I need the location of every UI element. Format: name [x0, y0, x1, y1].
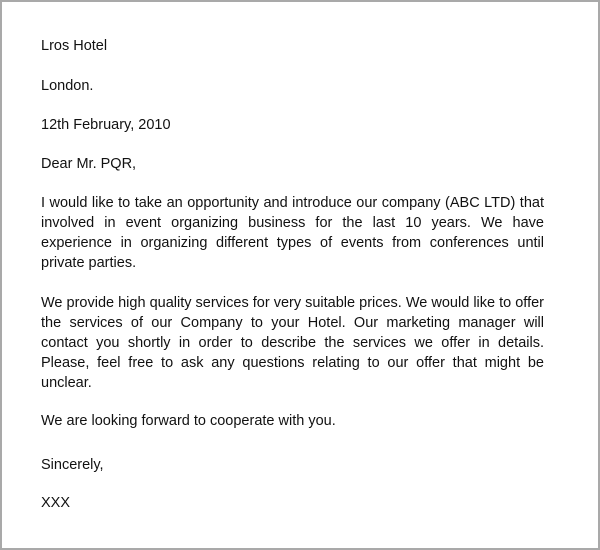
body-paragraph-intro: I would like to take an opportunity and introduce our company (ABC LTD) that involved in event organizing business for the last 10 years. We have experience in organizing different types of events from conferences until private parties.	[41, 195, 544, 271]
body-paragraph-closing: We are looking forward to cooperate with you.	[41, 413, 336, 429]
recipient-name: Lros Hotel	[41, 38, 108, 54]
signature: XXX	[41, 495, 71, 511]
letter-date: 12th February, 2010	[41, 117, 171, 133]
body-paragraph-services: We provide high quality services for very suitable prices. We would like to offer the services of our Company to your Hotel. Our marketing manager will contact you shortly in order to describe the services we offer in details. Please, feel free to ask any questions relating to our offer that might be unclear.	[41, 295, 544, 391]
salutation: Dear Mr. PQR,	[41, 156, 137, 172]
recipient-city: London.	[41, 78, 94, 94]
closing: Sincerely,	[41, 457, 104, 473]
